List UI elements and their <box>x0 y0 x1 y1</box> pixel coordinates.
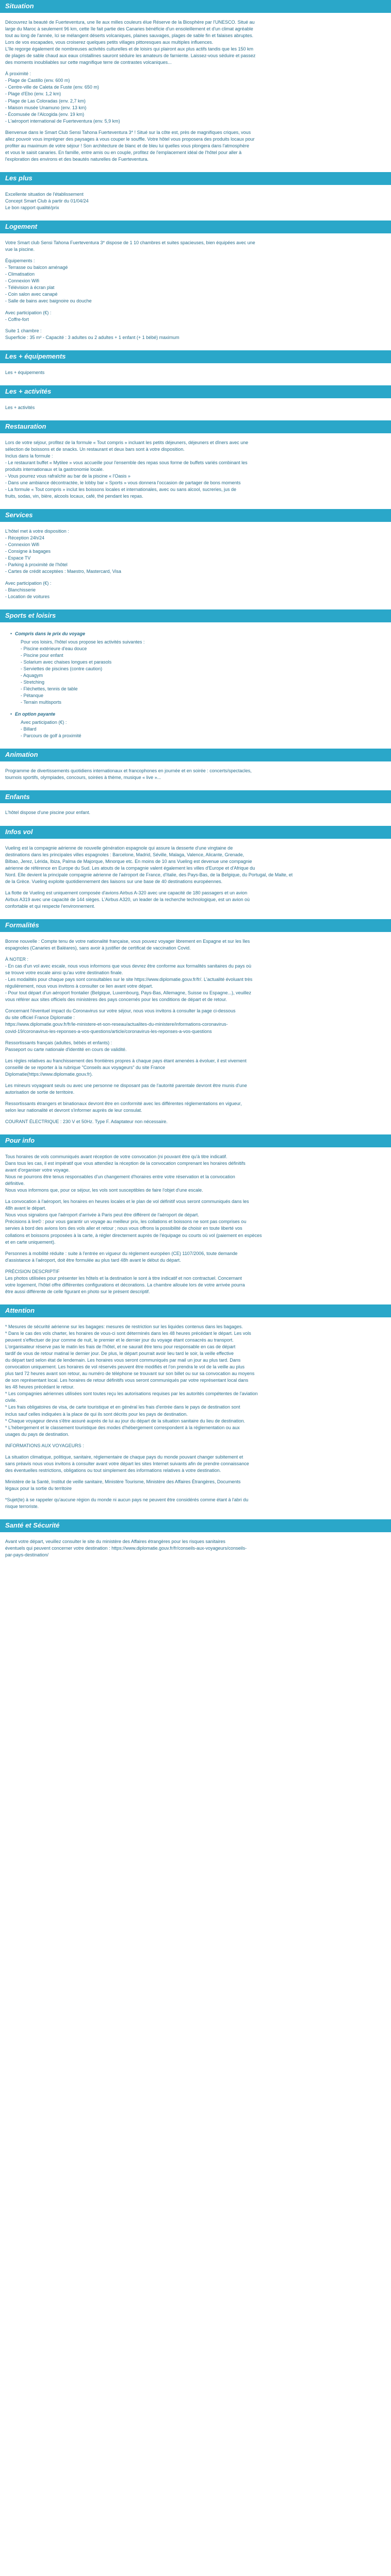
text-line: Concept Smart Club à partir du 01/04/24 <box>5 198 89 204</box>
text-line: de son représentant local. Les horaires de retour définitifs vous seront communiqués par votre représentant local dans <box>5 1378 249 1383</box>
text-line: Concernant l'éventuel impact du Coronavirus sur votre séjour, nous vous invitons à consulter la page ci-dessous <box>5 1008 236 1014</box>
text-line: sélection de boissons et de snacks. Un restaurant et deux bars sont à votre disposition. <box>5 446 185 452</box>
text-line: - Parcours de golf à proximité <box>21 733 82 739</box>
section-sports-loisirs <box>0 609 391 749</box>
section-header <box>0 1519 391 1532</box>
text-line: définitive. <box>5 1181 25 1187</box>
text-line: - Terrasse ou balcon aménagé <box>5 265 68 270</box>
text-line: L'hôtel dispose d'une piscine pour enfant. <box>5 810 91 816</box>
text-line: Pour vos loisirs, l'hôtel vous propose les activités suivantes : <box>21 639 145 645</box>
text-line: - Piscine extérieure d'eau douce <box>21 646 87 651</box>
section-body <box>0 932 391 1134</box>
text-line: Avec participation (€) : <box>5 580 52 586</box>
text-line: - Centre-ville de Caleta de Fuste (env. 650 m) <box>5 84 99 90</box>
text-line: d'assistance à l'aéroport, doit être formulée au plus tard 48h avant le début du départ. <box>5 1257 181 1263</box>
bullet-item <box>15 631 386 637</box>
text-line: - Coffre-fort <box>5 316 29 322</box>
text-line: - Terrain multisports <box>21 700 61 705</box>
text-line: La flotte de Vueling est uniquement composée d'avions Airbus A-320 avec une capacité de 180 passagers et un avion <box>5 890 248 895</box>
text-line: Découvrez la beauté de Fuerteventura, une île aux milles couleurs élue Réserve de la Biosphère par l'UNESCO. Situé au <box>5 20 255 25</box>
text-line: - Billard <box>21 726 37 732</box>
blank-line <box>5 1194 386 1198</box>
section-header <box>0 826 391 839</box>
text-line: - Connexion Wifi <box>5 278 40 284</box>
text-line: espagnoles (Canaries et Baléares), sans avoir à justifier de certificat de vaccination Covid. <box>5 945 191 951</box>
section-body <box>0 1317 391 1519</box>
text-line: Les photos utilisées pour présenter les hôtels et la destination le sont à titre indicatif et non contractuel. Concernant <box>5 1275 242 1281</box>
section-header <box>0 420 391 433</box>
section-title: Les + équipements <box>5 352 66 360</box>
text-line: Airbus A319 avec une capacité de 144 sièges. L'Airbus A320, un leader de la recherche technologique, est un avion où <box>5 896 250 902</box>
text-line: covid-19/coronavirus-les-reponses-a-vos-questions/article/coronavirus-les-reponses-a-vos-questions <box>5 1028 212 1034</box>
text-line: L'île regorge également de nombreuses activités culturelles et de loisirs qui plairont aux plus actifs tandis que les 150 km <box>5 46 253 52</box>
text-line: * L'hébergement et le classement touristique des modes d'hébergement correspondent à la réglementation ou aux <box>5 1425 240 1430</box>
text-line: Inclus dans la formule : <box>5 453 53 459</box>
text-line: Ministère de la Santé, Institut de veille sanitaire, Ministère Tourisme, Ministère des Affaires Étrangères, Documents <box>5 1479 241 1484</box>
section-title: Infos vol <box>5 827 33 836</box>
text-line: produits internationaux et la gastronomie locale. <box>5 466 104 472</box>
text-line: - Location de voitures <box>5 594 50 599</box>
text-line: confortable et qui respecte l'environnement. <box>5 903 95 909</box>
text-line: du départ tard selon état de lendemain. Les horaires vous seront communiqués par mail un jour au plus tard. Dans <box>5 1358 241 1363</box>
section-les-plus <box>0 172 391 221</box>
section-header <box>0 221 391 233</box>
text-line: et en carte uniquement). <box>5 1239 56 1245</box>
text-line: À proximité : <box>5 71 31 77</box>
text-line: se trouve votre escale ainsi qu'au votre destination finale. <box>5 970 123 976</box>
text-line: l'exploration des environs et des beautés naturelles de Fuerteventura. <box>5 156 149 162</box>
blank-line <box>5 1078 386 1082</box>
text-line: Les + équipements <box>5 369 45 375</box>
text-line: selon leur nationalité et devront s'informer auprès de leur consulat. <box>5 1107 142 1113</box>
text-line: votre logement, l'hôtel offre différentes configurations et décorations. La chambre allouée lors de votre arrivée pourra <box>5 1282 245 1287</box>
text-line: Nous vous informons que, pour ce séjour, les vols sont susceptibles de faire l'objet d'une escale. <box>5 1188 203 1193</box>
text-line: et vous le saisit canaries. En famille, entre amis ou en couple, profitez de l'emplacement idéal de l'hôtel pour aller à <box>5 149 242 155</box>
section-services <box>0 509 391 609</box>
text-line: *Sujet(te) à se rappeler qu'aucune région du monde ni aucun pays ne peuvent être considérés comme étant à l'abri du <box>5 1497 249 1502</box>
text-line: des éventuelles restrictions, obligations ou tout simplement des informations relatives à votre destination. <box>5 1467 221 1473</box>
bullet-list <box>5 631 386 637</box>
text-line: INFORMATIONS AUX VOYAGEURS : <box>5 1443 84 1448</box>
text-line: convocation uniquement. Les horaires de vol réservés peuvent être modifiés et l'on prendra le vol de la veille au plus <box>5 1364 245 1370</box>
text-line: éventuels qui peuvent concerner votre destination : https://www.diplomatie.gouv.fr/fr/conseils-aux-voyageurs/conseils- <box>5 1546 247 1551</box>
section-body <box>0 1147 391 1304</box>
section-title: Attention <box>5 1306 35 1314</box>
text-line: Votre Smart club Sensi Tahona Fuerteventura 3* dispose de 1 10 chambres et suites spacieuses, bien équipées avec une <box>5 240 255 246</box>
blank-line <box>5 1096 386 1100</box>
section-title: Les + activités <box>5 387 52 395</box>
section-restauration <box>0 420 391 509</box>
section-title: Situation <box>5 2 34 10</box>
text-line: tout au long de l'année, Ici se mélangent déserts volcaniques, plaines sauvages, plages de sable fin et falaises abruptes. <box>5 33 254 39</box>
text-line: - La formule « Tout compris » inclut les boissons locales et internationales, avec ou sans alcool, sucreries, jus de <box>5 487 237 493</box>
section-header <box>0 350 391 363</box>
bullet-item <box>15 711 386 718</box>
text-line: vous référer aux sites officiels des ministères des pays concernés pour les conditions de départ et de retour. <box>5 997 227 1003</box>
text-line: usages du pays de destination. <box>5 1431 70 1437</box>
text-line: Les mineurs voyageant seuls ou avec une personne ne disposant pas de l'autorité parentale devront être munis d'une <box>5 1082 247 1088</box>
section-header <box>0 790 391 803</box>
text-line: - Parking à proximité de l'hôtel <box>5 562 68 568</box>
text-line: - Solarium avec chaises longues et parasols <box>21 659 112 665</box>
text-line: - Dans une ambiance décontractée, le lobby bar « Sports » vous donnera l'occasion de partager de bons moments <box>5 480 241 486</box>
text-line: - Télévision à écran plat <box>5 285 55 291</box>
section-title: Les plus <box>5 174 32 182</box>
section-formalites <box>0 919 391 1134</box>
text-line: être aussi différente de celle figurant en photo sur le présent descriptif. <box>5 1289 150 1294</box>
section-sante-securite <box>0 1519 391 1568</box>
section-attention <box>0 1304 391 1519</box>
bullet-detail <box>5 719 386 739</box>
text-line: - Écomusée de l'Alcogida (env. 19 km) <box>5 111 85 117</box>
text-line: Passeport ou carte nationale d'identité en cours de validité. <box>5 1046 127 1052</box>
text-line: les 48 heures précédant le retour. <box>5 1384 75 1390</box>
section-header <box>0 609 391 622</box>
text-line: Dans tous les cas, il est impératif que vous attendiez la réception de la convocation comprenant les horaires définitifs <box>5 1161 246 1166</box>
text-line: - Pétanque <box>21 693 44 699</box>
bullet-list <box>5 711 386 718</box>
section-title: Pour info <box>5 1137 35 1145</box>
section-title: Services <box>5 511 33 519</box>
section-enfants <box>0 790 391 825</box>
text-line: * Les compagnies aériennes utilisées sont toutes reçu les autorisations requises par les autorités compétentes de l'aviation <box>5 1391 258 1397</box>
section-body <box>0 522 391 609</box>
text-line: Superficie : 35 m² - Capacité : 3 adultes ou 2 adultes + 1 enfant (+ 1 bébé) maximum <box>5 334 180 340</box>
text-line: Tous horaires de vols communiqués avant réception de votre convocation (ni pouvant être qu'à titre indicatif. <box>5 1154 227 1160</box>
text-line: La situation climatique, politique, sanitaire, réglementaire de chaque pays du monde pouvant changer subitement et <box>5 1454 243 1460</box>
text-line: régulièrement, nous vous invitons à consulter ce lien avant votre départ. <box>5 984 153 989</box>
blank-line <box>5 885 386 890</box>
blank-line <box>5 1438 386 1443</box>
text-line: légaux pour la sortie du territoire <box>5 1485 72 1491</box>
text-line: * Dans le cas des vols charter, les horaires de vous-ci sont déterminés dans les 48 heures précédant le départ. Les vols <box>5 1330 251 1336</box>
text-line: civile. <box>5 1398 17 1403</box>
text-line: Nous vous signalons que l'aéroport d'arrivée à Paris peut être différent de l'aéroport de départ. <box>5 1212 199 1218</box>
section-pour-info <box>0 1134 391 1304</box>
section-header <box>0 0 391 13</box>
section-title: Restauration <box>5 422 46 430</box>
section-title: Formalités <box>5 921 39 929</box>
section-header <box>0 385 391 398</box>
section-header <box>0 172 391 185</box>
text-line: avant d'organiser votre voyage. <box>5 1167 70 1173</box>
text-line: tardif de vous de retour matinal le dernier jour. De plus, le départ pourrait avoir lieu tard le soir, la veille effective <box>5 1351 234 1357</box>
section-body <box>0 233 391 350</box>
text-line: - Aquagym <box>21 672 43 678</box>
text-line: allez pouvoir vous imprégner des paysages à vous couper le souffle. Votre hôtel vous proposera des produits locaux pour <box>5 136 255 142</box>
section-situation <box>0 0 391 172</box>
text-line: Lors de votre séjour, profitez de la formule « Tout compris » incluant les petits déjeuners, déjeuners et dîners avec une <box>5 439 249 445</box>
text-line: La convocation à l'aéroport, les horaires en heures locales et le plan de vol définitif vous seront communiqués dans les <box>5 1199 249 1205</box>
section-animation <box>0 749 391 790</box>
text-line: collations et boissons proposées à la carte, à régler directement auprès de l'équipage ou courts où vol (paiement en espèces <box>5 1232 262 1238</box>
blank-line <box>5 1003 386 1008</box>
text-line: Ressortissants français (adultes, bébés et enfants) : <box>5 1040 112 1045</box>
text-line: Bienvenue dans le Smart Club Sensi Tahona Fuerteventura 3* ! Situé sur la côte est, près de magnifiques criques, vous <box>5 129 251 135</box>
text-line: conseillé de se reporter à la rubrique "Conseils aux voyageurs" du site France <box>5 1064 166 1070</box>
text-line: Bilbao, Jerez, Lérida, Ibiza, Palma de Majorque, Minorque etc. En moins de 10 ans Vueling est devenue une compagnie <box>5 858 252 864</box>
section-body <box>0 185 391 221</box>
text-line: - Blanchisserie <box>5 587 36 592</box>
text-line: profiter au maximum de votre séjour ! Son architecture de blanc et de bleu lui quelles vous plongera dans l'atmosphère <box>5 143 249 148</box>
section-body <box>0 1532 391 1568</box>
text-line: fruits, sodas, vin, bière, alcools locaux, café, thé pendant les repas. <box>5 494 143 499</box>
section-header <box>0 919 391 932</box>
text-line: Vueling est la compagnie aérienne de nouvelle génération espagnole qui assure la desserte d'une vingtaine de <box>5 845 233 851</box>
text-line: de plages de sable chaud aux eaux cristallines sauront séduire les amateurs de farniente. Laissez-vous séduire et passez <box>5 53 256 59</box>
section-body <box>0 839 391 919</box>
text-line: - Vous pourrez vous rafraîchir au bar de la piscine « l'Oasis » <box>5 473 131 479</box>
text-line: À NOTER : <box>5 957 29 962</box>
text-line: Suite 1 chambre : <box>5 328 42 333</box>
text-line: Personnes à mobilité réduite : suite à l'entrée en vigueur du règlement européen (CE) 1107/2006, toute demande <box>5 1250 238 1256</box>
text-line: - Le restaurant buffet « Mytilee » vous accueille pour l'ensemble des repas sous forme de buffets variés combinant les <box>5 460 248 465</box>
blank-line <box>5 1264 386 1268</box>
blank-line <box>5 1246 386 1250</box>
section-body <box>0 761 391 790</box>
text-line: Excellente situation de l'établissement <box>5 191 84 197</box>
text-line: autorisation de sortie de territoire. <box>5 1089 75 1095</box>
section-title: Logement <box>5 223 38 231</box>
text-line: - Fléchettes, tennis de table <box>21 686 78 692</box>
blank-line <box>5 1449 386 1454</box>
section-body <box>0 433 391 509</box>
text-line: Avec participation (€) : <box>21 720 67 725</box>
section-header <box>0 509 391 522</box>
text-line: L'hôtel met à votre disposition : <box>5 529 69 534</box>
text-line: - Serviettes de piscines (contre caution) <box>21 666 103 671</box>
text-line: peuvent s'effectuer de jour comme de nuit, le premier et le dernier jour du voyage étant consacrés au transport. <box>5 1337 234 1343</box>
text-line: - L'aéroport international de Fuerteventura (env. 5,9 km) <box>5 118 120 124</box>
text-line: Avec participation (€) : <box>5 310 52 315</box>
text-line: - Coin salon avec canapé <box>5 292 58 297</box>
blank-line <box>5 952 386 956</box>
section-header <box>0 1304 391 1317</box>
blank-line <box>5 1114 386 1118</box>
text-line: * Chaque voyageur devra s'être assuré auprès de lui au jour du départ de la situation sanitaire du lieu de destination. <box>5 1418 246 1423</box>
section-title: Sports et loisirs <box>5 611 56 619</box>
text-line: - Connexion Wifi <box>5 542 40 548</box>
section-title: Enfants <box>5 792 30 801</box>
section-body <box>0 803 391 825</box>
blank-line <box>5 253 386 258</box>
text-line: destinations dans les principales villes espagnoles : Barcelone, Madrid, Séville, Malaga, Valence, Alicante, Grenade, <box>5 852 245 857</box>
text-line: par-pays-destination/ <box>5 1552 49 1558</box>
text-line: - Climatisation <box>5 272 35 277</box>
text-line: - Plage de Las Coloradas (env. 2,7 km) <box>5 98 86 104</box>
bullet-label: Compris dans le prix du voyage <box>15 631 86 636</box>
text-line: - Stretching <box>21 680 45 685</box>
text-line: risque terroriste. <box>5 1504 39 1510</box>
text-line: - Pour tout départ d'un aéroport frontalier (Belgique, Luxembourg, Pays-Bas, Allemagne, Suisse ou Espagne...), veuillez <box>5 990 251 996</box>
text-line: de la Grèce. Vueling exploite quotidiennement des liaisons sur une base de 40 destinations européennes. <box>5 878 222 884</box>
text-line: Programme de divertissements quotidiens internationaux et francophones en journée et en soirée : concerts/spectacles, <box>5 768 252 774</box>
text-line: Ressortissants étrangers et binationaux devront être en conformité avec les différentes réglementations en vigueur, <box>5 1100 242 1106</box>
section-logement <box>0 221 391 350</box>
text-line: vue la piscine. <box>5 247 35 252</box>
text-line: COURANT ÉLECTRIQUE : 230 V et 50Hz. Type F. Adaptateur non nécessaire. <box>5 1118 168 1124</box>
text-line: - Les modalités pour chaque pays sont consultables sur le site https://www.diplomatie.gouv.fr/fr/. L'actualité évoluant très <box>5 977 253 982</box>
section-les-plus-equipements <box>0 350 391 385</box>
section-body <box>0 622 391 749</box>
text-line: - Salle de bains avec baignoire ou douche <box>5 298 92 304</box>
text-line: aérienne de référence en Europe du Sud. Les atouts de la compagnie valent également les villes d'Europe et d'Afrique du <box>5 865 255 871</box>
text-line: large du Maroc à seulement 96 km, cette île fait partie des Canaries bénéficie d'un ensoleillement et d'un climat agréable <box>5 26 253 32</box>
blank-line <box>5 125 386 129</box>
text-line: - Maison musée Unamuno (env. 13 km) <box>5 105 87 110</box>
text-line: Lors de vos escapades, vous croiserez quelques petits villages pittoresques aux multiples influences. <box>5 40 214 45</box>
text-line: - Consigne à bagages <box>5 549 51 554</box>
text-line: inclus sauf celles indiquées à la place de qui ils sont décrits pour les pays de destination. <box>5 1411 188 1417</box>
text-line: Les + activités <box>5 404 35 410</box>
text-line: https://www.diplomatie.gouv.fr/fr/le-ministere-et-son-reseau/actualites-du-ministere/informations-coronavirus- <box>5 1022 228 1027</box>
spacer <box>5 706 386 709</box>
section-body <box>0 398 391 420</box>
text-line: - Plage d'Ebo (env. 1,2 km) <box>5 91 61 97</box>
text-line: plus tard 72 heures avant son retour, au numéro de téléphone se trouvant sur son billet ou sur sa convocation au moyens <box>5 1371 255 1377</box>
text-line: - Espace TV <box>5 555 31 561</box>
text-line: PRÉCISION DESCRIPTIF <box>5 1268 60 1274</box>
text-line: Bonne nouvelle : Compte tenu de votre nationalité française, vous pouvez voyager librement en Espagne et sur les îles <box>5 938 250 944</box>
text-line: Avant votre départ, veuillez consulter le site du ministère des Affaires étrangères pour les risques sanitaires <box>5 1539 225 1545</box>
text-line: - Réception 24h/24 <box>5 535 45 541</box>
blank-line <box>5 323 386 328</box>
text-line: servies à bord des avions lors des vols aller et retour ; nous vous offrons la possibilité de choisir en toute liberté vos <box>5 1226 242 1231</box>
bullet-label: En option payante <box>15 711 56 717</box>
text-line: Nous ne pourrons être tenus responsables d'un changement d'horaires entre votre réservation et la convocation <box>5 1174 235 1180</box>
text-line: tournois sportifs, olympiades, concours, soirées à thème, musique « live »... <box>5 775 161 781</box>
section-title: Animation <box>5 751 38 759</box>
section-body <box>0 363 391 385</box>
text-line: du site officiel France Diplomatie : <box>5 1015 75 1021</box>
text-line: - En cas d'un vol avec escale, nous vous informons que vous devrez être conforme aux formalités sanitaires du pays où <box>5 963 251 969</box>
section-body <box>0 13 391 172</box>
text-line: - Piscine pour enfant <box>21 652 63 658</box>
text-line: Diplomatie(https://www.diplomatie.gouv.fr). <box>5 1071 93 1077</box>
text-line: sans préavis nous vous invitons à consulter avant votre départ les sites Internet suivants afin de prendre connaissance <box>5 1461 249 1466</box>
blank-line <box>5 575 386 580</box>
text-line: des moments inoubliables sur cette magnifique terre de contrastes volcaniques... <box>5 60 172 65</box>
blank-line <box>5 305 386 310</box>
text-line: Nord. Elle devient la principale compagnie aérienne de l'aéroport de France, d'Italie, des Pays-Bas, de la Belgique, du Portugal, de Malte, et <box>5 872 293 877</box>
blank-line <box>5 66 386 71</box>
text-line: * Les frais obligatoires de visa, de carte touristique et en général les frais d'entrée dans le pays de destination sont <box>5 1404 240 1410</box>
blank-line <box>5 1035 386 1040</box>
blank-line <box>5 1474 386 1479</box>
section-title: Santé et Sécurité <box>5 1521 60 1530</box>
blank-line <box>5 1492 386 1497</box>
section-header <box>0 1134 391 1147</box>
text-line: 48h avant le départ. <box>5 1206 46 1211</box>
section-les-plus-activites <box>0 385 391 420</box>
text-line: - Plage de Castillo (env. 600 m) <box>5 78 70 83</box>
text-line: * Mesures de sécurité aérienne sur les bagages: mesures de restriction sur les liquides contenus dans les bagages. <box>5 1324 243 1329</box>
section-header <box>0 749 391 761</box>
text-line: L'organisateur réserve pas le matin les frais de l'hôtel, et ne saurait être tenu pour responsable en cas de départ <box>5 1344 236 1350</box>
bullet-detail <box>5 639 386 706</box>
text-line: Équipements : <box>5 258 35 264</box>
text-line: Les règles relatives au franchissement des frontières propres à chaque pays étant amenées à évoluer, il est vivement <box>5 1058 247 1063</box>
text-line: - Cartes de crédit acceptées : Maestro, Mastercard, Visa <box>5 569 121 574</box>
text-line: Le bon rapport qualité/prix <box>5 205 59 211</box>
text-line: Précisions à lire© : pour vous garantir un voyage au meilleur prix, les collations et boissons ne sont pas comprises ou <box>5 1219 247 1225</box>
blank-line <box>5 1053 386 1058</box>
section-infos-vol <box>0 826 391 919</box>
